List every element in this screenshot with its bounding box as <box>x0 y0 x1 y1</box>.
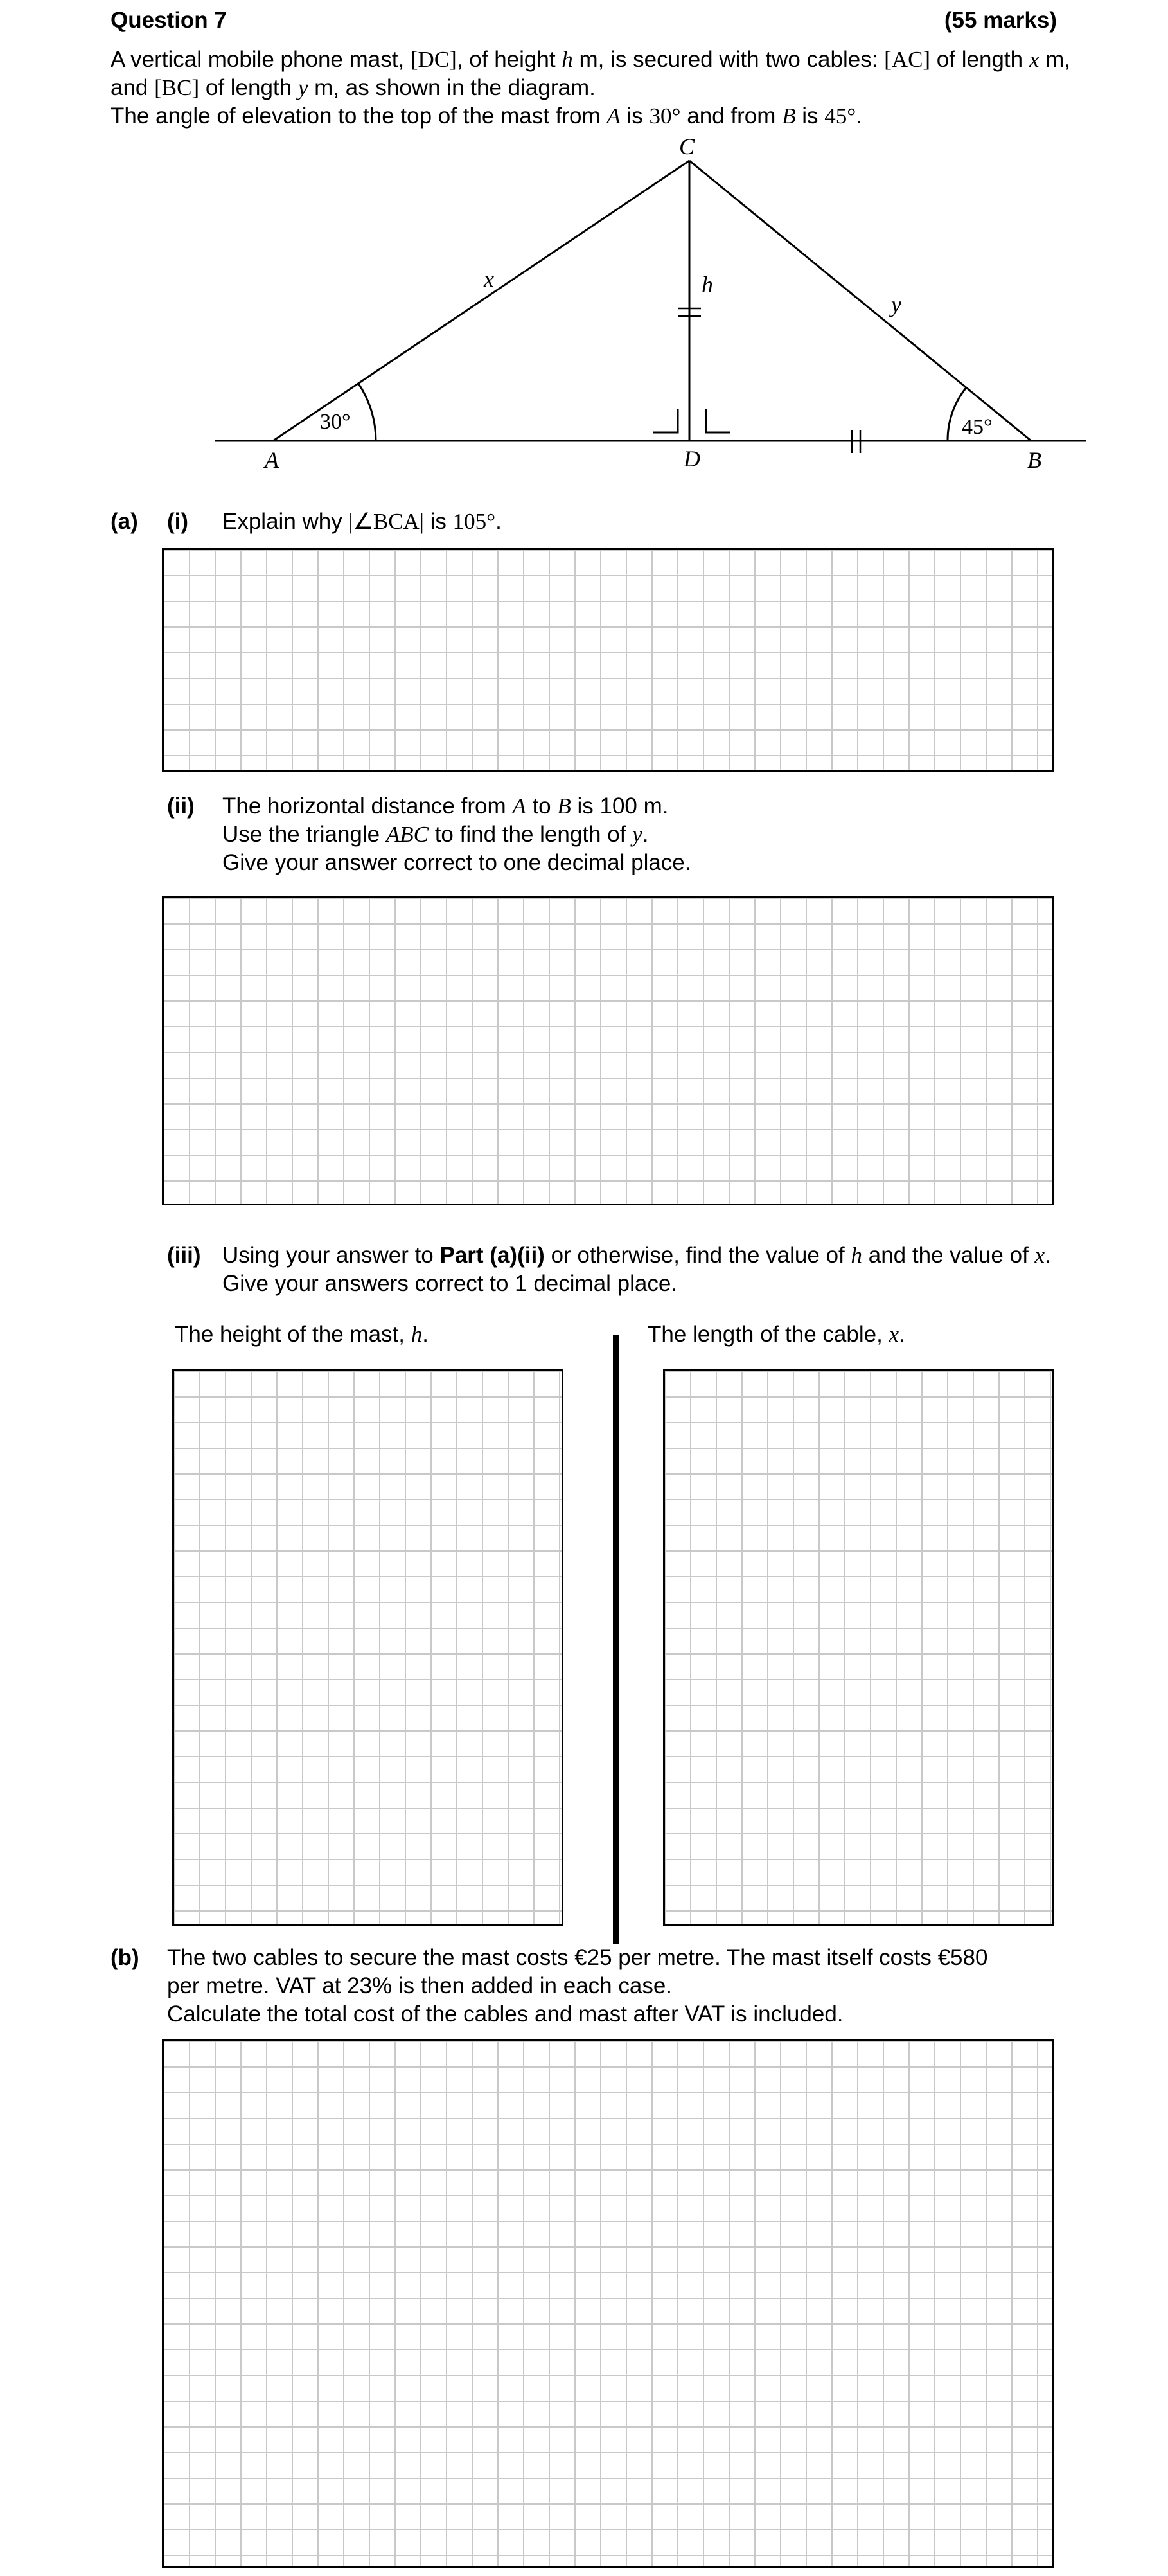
part-a-iii-line-1: Using your answer to Part (a)(ii) or otherwise, find the value of h and the value of x. <box>222 1243 1051 1268</box>
part-a-i-question: Explain why |∠BCA| is 105°. <box>222 509 502 534</box>
part-b-line-3: Calculate the total cost of the cables and mast after VAT is included. <box>167 2002 844 2027</box>
answer-box-a-ii[interactable] <box>162 896 1054 1205</box>
answer-box-length[interactable] <box>663 1369 1054 1926</box>
question-title: Question 7 <box>111 8 227 33</box>
intro-line-2: and [BC] of length y m, as shown in the diagram. <box>111 75 596 100</box>
right-angle-right <box>706 409 730 432</box>
intro-line-1: A vertical mobile phone mast, [DC], of height h m, is secured with two cables: [AC] of length x m, <box>111 47 1070 72</box>
divider-line <box>613 1335 619 1944</box>
angle-arc-a <box>358 384 376 441</box>
point-label-d: D <box>684 446 700 472</box>
part-b-line-2: per metre. VAT at 23% is then added in each case. <box>167 1973 673 1998</box>
answer-box-height[interactable] <box>172 1369 563 1926</box>
angle-label-a: 30° <box>320 410 351 434</box>
cable-bc <box>689 161 1031 441</box>
point-label-b: B <box>1027 447 1041 473</box>
part-b-label: (b) <box>111 1945 139 1970</box>
right-angle-left <box>653 409 678 432</box>
point-label-a: A <box>265 447 279 473</box>
intro-line-3: The angle of elevation to the top of the mast from A is 30° and from B is 45°. <box>111 103 862 129</box>
point-label-c: C <box>679 134 695 159</box>
cable-ac <box>273 161 689 441</box>
part-a-iii-label: (iii) <box>167 1243 201 1268</box>
side-label-x: x <box>484 266 494 292</box>
height-caption: The height of the mast, h. <box>175 1322 429 1347</box>
part-a-label: (a) <box>111 509 138 534</box>
part-b-line-1: The two cables to secure the mast costs €25 per metre. The mast itself costs €580 <box>167 1945 988 1970</box>
answer-box-b[interactable] <box>162 2039 1054 2568</box>
part-a-ii-label: (ii) <box>167 794 195 819</box>
part-a-ii-line-3: Give your answer correct to one decimal place. <box>222 850 691 875</box>
mast-diagram <box>0 0 1168 488</box>
answer-box-a-i[interactable] <box>162 548 1054 772</box>
length-caption: The length of the cable, x. <box>648 1322 905 1347</box>
side-label-y: y <box>891 292 901 317</box>
part-a-ii-line-2: Use the triangle ABC to find the length of y. <box>222 822 649 847</box>
part-a-ii-line-1: The horizontal distance from A to B is 100 m. <box>222 794 669 819</box>
side-label-h: h <box>702 272 713 298</box>
angle-label-b: 45° <box>962 415 993 439</box>
question-marks: (55 marks) <box>944 8 1057 33</box>
part-a-iii-line-2: Give your answers correct to 1 decimal place. <box>222 1271 678 1296</box>
part-a-i-label: (i) <box>167 509 189 534</box>
